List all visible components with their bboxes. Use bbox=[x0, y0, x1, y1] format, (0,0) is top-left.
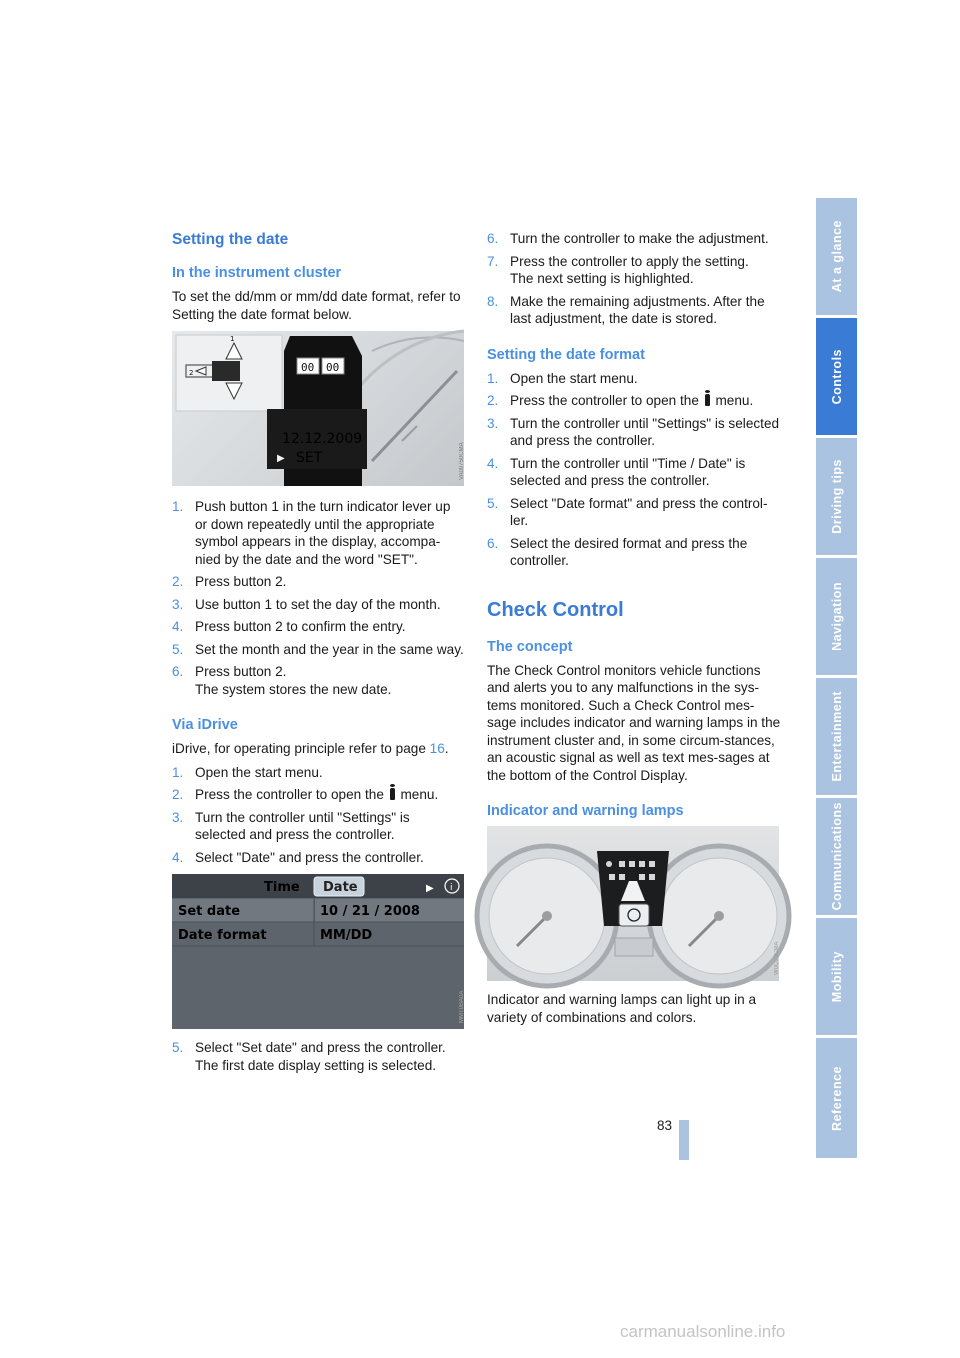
date-format-steps-list bbox=[487, 370, 782, 570]
idrive-steps-list bbox=[172, 764, 464, 867]
idrive-info-icon bbox=[705, 394, 710, 406]
tab-driving-tips[interactable]: Driving tips bbox=[816, 438, 857, 557]
control-display-illustration bbox=[172, 874, 464, 1029]
figure-code: W0C03CMA bbox=[774, 941, 780, 975]
list-item: 6. Turn the controller to make the adjustment. bbox=[487, 231, 769, 246]
list-item: 5. Select "Date format" and press the control-ler. bbox=[487, 495, 768, 528]
heading-via-idrive: Via iDrive bbox=[172, 717, 238, 733]
list-item: 3. Use button 1 to set the day of the month. bbox=[172, 596, 441, 612]
concept-paragraph: The Check Control monitors vehicle functions and alerts you to any malfunctions in the sys-tems monitored. Such a Check Control mes-sage includes indicator and warning lamps in the instrument cluster and, in some circum-stances, an acoustic signal as well as text mes-sages at the bottom of the Control Display. bbox=[487, 662, 781, 783]
list-item: 5. Select "Set date" and press the controller. The first date display setting is selected. bbox=[172, 1040, 446, 1073]
idrive-info-icon bbox=[390, 788, 395, 800]
arrow-right-icon: ▶ bbox=[426, 883, 434, 894]
list-item: 2. Press button 2. bbox=[172, 574, 287, 589]
display-set: SET bbox=[296, 450, 323, 466]
figure-code: VA00750CMA bbox=[459, 442, 465, 480]
row-date-format-value: MM/DD bbox=[320, 928, 373, 943]
tab-reference[interactable]: Reference bbox=[816, 1038, 857, 1160]
list-item: 8. Make the remaining adjustments. After the last adjustment, the date is stored. bbox=[487, 293, 765, 326]
list-item: 1. Open the start menu. bbox=[172, 764, 323, 780]
svg-text:▶: ▶ bbox=[277, 453, 285, 464]
heading-setting-the-date: Setting the date bbox=[172, 231, 289, 248]
list-item: 4. Press button 2 to confirm the entry. bbox=[172, 619, 406, 634]
heading-instrument-cluster: In the instrument cluster bbox=[172, 265, 342, 281]
right-column bbox=[487, 230, 782, 1032]
list-item: 4. Select "Date" and press the controller. bbox=[172, 849, 424, 865]
chapter-sidebar bbox=[816, 198, 857, 1160]
heading-the-concept: The concept bbox=[487, 638, 573, 655]
list-item: 6. Press button 2. The system stores the new date. bbox=[172, 664, 392, 697]
list-item: 6. Select the desired format and press the controller. bbox=[487, 535, 748, 568]
tab-communications[interactable]: Communications bbox=[816, 798, 857, 917]
tab-mobility[interactable]: Mobility bbox=[816, 918, 857, 1037]
display-date: 12.12.2009 bbox=[282, 431, 363, 447]
tab-at-a-glance[interactable]: At a glance bbox=[816, 198, 857, 317]
warning-lamps-figure bbox=[487, 826, 779, 981]
list-item: 1. Open the start menu. bbox=[487, 370, 638, 386]
heading-indicator-lamps: Indicator and warning lamps bbox=[487, 803, 684, 819]
list-item: 3. Turn the controller until "Settings" is selected and press the controller. bbox=[487, 415, 780, 448]
row-set-date-label: Set date bbox=[178, 904, 241, 919]
list-item: 2. Press the controller to open the menu. bbox=[487, 393, 754, 408]
button-1-label: 1 bbox=[230, 335, 235, 343]
instrument-cluster-figure bbox=[172, 331, 464, 486]
instrument-cluster-illustration bbox=[172, 331, 464, 486]
tab-time: Time bbox=[264, 880, 300, 895]
list-item: 4. Turn the controller until "Time / Date" is selected and press the controller. bbox=[487, 455, 746, 488]
figure-code: MMT0BA0A bbox=[459, 990, 465, 1023]
list-item: 1. Push button 1 in the turn indicator lever up or down repeatedly until the appropriate symbol appears in the display, accompa-nied by the date and the word "SET". bbox=[172, 499, 451, 567]
list-item: 3. Turn the controller until "Settings" is selected and press the controller. bbox=[172, 809, 410, 842]
idrive-steps-list-end bbox=[487, 230, 782, 328]
row-date-format-label: Date format bbox=[178, 928, 267, 943]
list-item: 7. Press the controller to apply the setting. The next setting is highlighted. bbox=[487, 253, 749, 286]
list-item: 5. Set the month and the year in the same way. bbox=[172, 641, 464, 657]
tab-date: Date bbox=[323, 880, 358, 895]
tab-controls[interactable]: Controls bbox=[816, 318, 857, 437]
tab-navigation[interactable]: Navigation bbox=[816, 558, 857, 677]
idrive-steps-list-continued bbox=[172, 1039, 464, 1074]
page-marker-bar bbox=[679, 1120, 689, 1160]
page-number: 83 bbox=[656, 1118, 672, 1133]
button-2-label: 2 bbox=[189, 369, 194, 377]
idrive-intro: iDrive, for operating principle refer to page 16. bbox=[172, 741, 449, 756]
row-set-date-value: 10 / 21 / 2008 bbox=[320, 904, 420, 919]
page-link[interactable]: 16 bbox=[429, 741, 445, 756]
tab-entertainment[interactable]: Entertainment bbox=[816, 678, 857, 797]
list-item: 2. Press the controller to open the menu. bbox=[172, 787, 439, 802]
watermark: carmanualsonline.info bbox=[620, 1322, 786, 1341]
time-date-menu-figure bbox=[172, 874, 464, 1029]
lamps-paragraph: Indicator and warning lamps can light up in a variety of combinations and colors. bbox=[487, 992, 757, 1025]
heading-date-format: Setting the date format bbox=[487, 346, 645, 363]
svg-text:00: 00 bbox=[301, 361, 315, 374]
intro-paragraph: To set the dd/mm or mm/dd date format, refer to Setting the date format below. bbox=[172, 289, 461, 322]
instrument-panel-illustration bbox=[487, 826, 779, 981]
heading-check-control: Check Control bbox=[487, 598, 624, 621]
svg-text:00: 00 bbox=[326, 361, 340, 374]
instrument-steps-list bbox=[172, 498, 464, 698]
left-column bbox=[172, 230, 464, 1079]
svg-text:i: i bbox=[450, 883, 453, 893]
